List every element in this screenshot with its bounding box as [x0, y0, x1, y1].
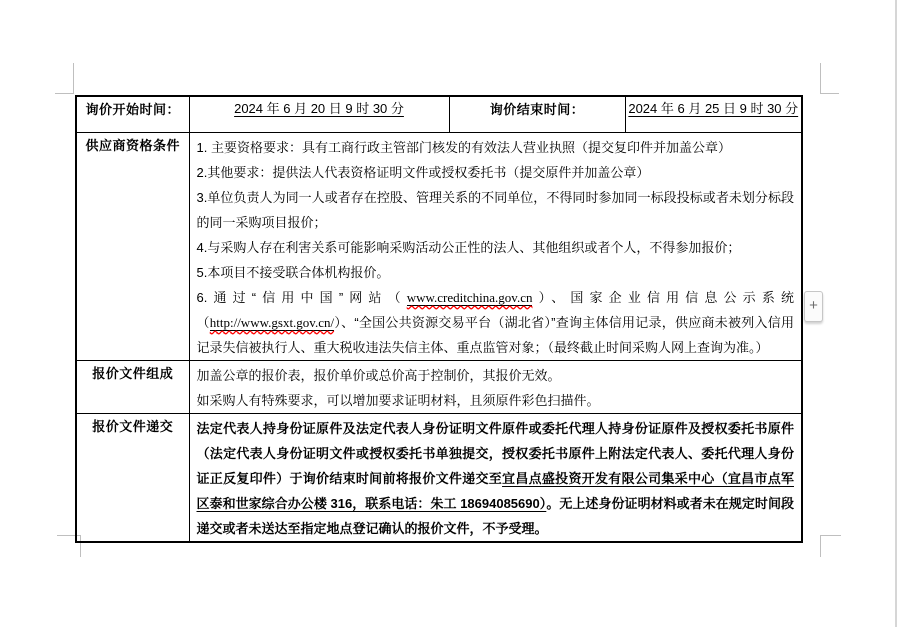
inquiry-end-value: 2024 年 6 月 25 日 9 时 30 分: [628, 101, 799, 116]
qualification-section-label: 供应商资格条件: [76, 132, 189, 360]
qualification-row: [76, 132, 802, 360]
submission-section-label: 报价文件递交: [76, 413, 189, 542]
submission-paragraph: [197, 416, 795, 541]
qualification-item-4: 4.与采购人存在利害关系可能影响采购活动公正性的法人、其他组织或者个人，不得参加报价；: [196, 239, 741, 255]
margin-mark-bottom-right: [820, 535, 841, 557]
inquiry-start-value: 2024 年 6 月 20 日 9 时 30 分: [234, 101, 404, 116]
submission-content: [189, 413, 802, 542]
margin-mark-top-left: [55, 63, 74, 94]
submission-row: [76, 413, 802, 542]
inquiry-end-label: 询价结束时间：: [449, 96, 625, 132]
inquiry-end-value-cell: [625, 96, 802, 132]
submission-text: 法定代表人持身份证原件及法定代表人身份证明文件原件或委托代理人持身份证原件及授权委托书原件（法定代表人身份证明文件或授权委托书单独提交，授权委托书原件上附法定代表人、委托代理人身份证正反复印件）于询价结束时间前将报价文件递交至: [196, 420, 794, 486]
credit-check-text: ）、国家企业信用信息公示系统（: [196, 289, 794, 330]
qualification-item-6: [197, 285, 795, 360]
qualification-item-5: 5.本项目不接受联合体机构报价。: [196, 264, 390, 280]
time-row: [76, 96, 802, 132]
insert-plus-button[interactable]: +: [804, 291, 823, 322]
qualification-item-3: 3.单位负责人为同一人或者存在控股、管理关系的不同单位，不得同时参加同一标段投标或者未划分标段的同一采购项目报价；: [196, 189, 794, 230]
credit-check-text: 6.通过“信用中国”网站（: [196, 289, 407, 305]
credit-china-url: www.creditchina.gov.cn: [406, 289, 533, 305]
composition-row: [76, 360, 802, 413]
inquiry-start-value-cell: [189, 96, 449, 132]
composition-line-2: 如采购人有特殊要求，可以增加要求证明材料，且须原件彩色扫描件。: [196, 392, 600, 408]
composition-content: [189, 360, 802, 413]
composition-line-1: 加盖公章的报价表，报价单价或总价高于控制价，其报价无效。: [196, 367, 561, 383]
qualification-item-1: 1. 主要资格要求：具有工商行政主管部门核发的有效法人营业执照（提交复印件并加盖公章）: [196, 139, 731, 155]
gsxt-url: http://www.gsxt.gov.cn/: [209, 314, 335, 330]
inquiry-start-label: 询价开始时间：: [76, 96, 189, 132]
inquiry-table: [75, 95, 803, 543]
qualification-item-2: 2.其他要求：提供法人代表资格证明文件或授权委托书（提交原件并加盖公章）: [196, 164, 650, 180]
composition-section-label: 报价文件组成: [76, 360, 189, 413]
submission-text: 。无上述身份证明材料或者未在规定时间段递交或者未送达至指定地点登记确认的报价文件，不予受理。: [196, 495, 794, 536]
delivery-address: 宜昌点盛投资开发有限公司集采中心（宜昌市点军区泰和世家综合办公楼 316，联系电话：朱工 18694085690）: [196, 470, 794, 511]
margin-mark-top-right: [820, 63, 839, 94]
qualification-content: [189, 132, 802, 360]
credit-check-text: ）、“全国公共资源交易平台（湖北省）”查询主体信用记录，供应商未被列入信用记录失信被执行人、重大税收违法失信主体、重点监管对象；（最终截止时间采购人网上查询为准。）: [196, 314, 794, 355]
